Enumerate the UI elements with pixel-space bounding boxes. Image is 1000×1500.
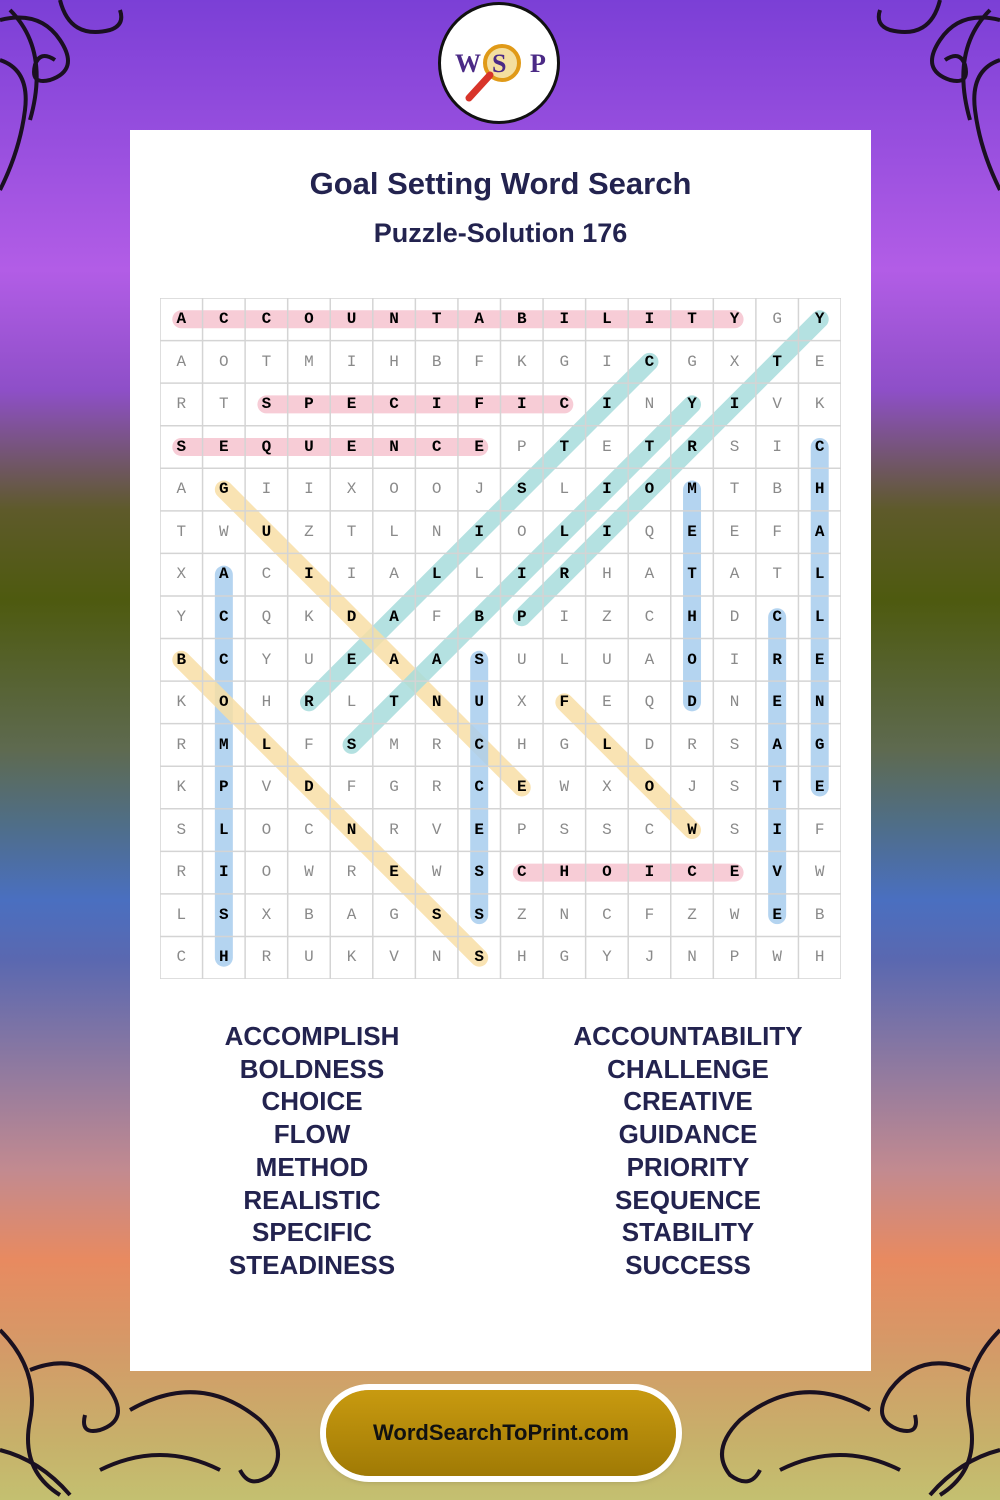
grid-cell: U (304, 948, 314, 967)
grid-cell: C (304, 820, 314, 839)
grid-cell: C (644, 820, 655, 839)
grid-cell: N (431, 522, 442, 541)
grid-cell: U (304, 650, 314, 669)
grid-cell: E (602, 437, 612, 456)
grid-cell: Y (261, 650, 272, 669)
grid-cell: K (814, 395, 825, 414)
grid-cell: A (431, 650, 442, 669)
grid-cell: F (346, 778, 357, 797)
grid-cell: K (176, 778, 187, 797)
grid-cell: Y (814, 310, 825, 328)
grid-cell: X (346, 480, 357, 499)
grid-cell: G (389, 778, 399, 797)
grid-cell: B (176, 650, 187, 669)
grid-cell: W (219, 522, 229, 541)
grid-cell: C (516, 863, 527, 882)
word-list-item: METHOD (255, 1151, 369, 1182)
grid-cell: A (346, 905, 357, 924)
grid-cell: D (346, 607, 357, 626)
grid-cell: E (346, 650, 357, 669)
grid-cell: L (559, 480, 570, 499)
grid-cell: D (304, 778, 314, 797)
grid-cell: Y (176, 607, 187, 626)
logo-letter-p: P (530, 49, 546, 78)
grid-cell: W (814, 863, 825, 882)
site-link-button[interactable]: WordSearchToPrint.com (326, 1390, 676, 1476)
word-list-item: BOLDNESS (239, 1053, 385, 1084)
grid-cell: L (431, 565, 442, 584)
grid-cell: T (261, 352, 272, 371)
grid-cell: V (431, 820, 442, 839)
grid-cell: I (729, 650, 740, 669)
grid-cell: A (772, 735, 782, 754)
grid-cell: I (516, 565, 527, 584)
grid-cell: N (431, 948, 442, 967)
grid-cell: L (346, 693, 357, 712)
grid-cell: E (729, 863, 740, 882)
grid-cell: U (602, 650, 612, 669)
grid-cell: O (644, 480, 655, 499)
grid-cell: R (346, 863, 357, 882)
grid-cell: H (687, 607, 697, 626)
grid-cell: I (346, 565, 357, 584)
grid-cell: K (304, 607, 314, 626)
grid-cell: G (559, 948, 570, 967)
grid-cell: F (644, 905, 655, 924)
logo-letter-s: S (492, 49, 507, 78)
grid-cell: I (261, 480, 272, 499)
grid-cell: U (516, 650, 527, 669)
grid-cell: K (516, 352, 527, 371)
grid-cell: E (687, 522, 697, 541)
grid-cell: L (602, 310, 612, 328)
wsp-logo (438, 2, 560, 124)
grid-cell: Y (687, 395, 697, 414)
grid-cell: F (772, 522, 782, 541)
grid-cell: G (772, 310, 782, 328)
grid-cell: P (516, 820, 527, 839)
grid-cell: W (687, 820, 697, 839)
grid-cell: I (219, 863, 229, 882)
word-search-grid (160, 298, 841, 979)
grid-cell: P (516, 607, 527, 626)
grid-cell: A (644, 565, 655, 584)
grid-cell: T (431, 310, 442, 328)
word-list-item: SEQUENCE (615, 1184, 761, 1215)
grid-cell: T (772, 565, 782, 584)
grid-cell: S (346, 735, 357, 754)
grid-cell: N (389, 437, 399, 456)
grid-cell: P (304, 395, 314, 414)
grid-cell: H (814, 480, 825, 499)
grid-cell: I (559, 310, 570, 328)
grid-cell: L (559, 522, 570, 541)
grid-cell: L (474, 565, 484, 584)
grid-cell: F (814, 820, 825, 839)
grid-cell: C (559, 395, 570, 414)
grid-cell: N (389, 310, 399, 328)
grid-cell: H (219, 948, 229, 967)
grid-cell: N (814, 693, 825, 712)
grid-cell: J (687, 778, 697, 797)
grid-cell: T (559, 437, 570, 456)
grid-cell: R (772, 650, 782, 669)
grid-cell: C (261, 310, 272, 328)
grid-cell: E (346, 395, 357, 414)
grid-cell: G (814, 735, 825, 754)
grid-cell: N (559, 905, 570, 924)
word-list-item: STABILITY (621, 1217, 755, 1248)
grid-cell: H (602, 565, 612, 584)
grid-cell: A (644, 650, 655, 669)
grid-cell: S (176, 437, 187, 456)
grid-cell: B (474, 607, 484, 626)
word-list-item: CREATIVE (623, 1086, 753, 1117)
grid-cell: S (219, 905, 229, 924)
grid-cell: G (559, 352, 570, 371)
grid-cell: I (559, 607, 570, 626)
grid-cell: D (729, 607, 740, 626)
grid-cell: I (602, 522, 612, 541)
grid-cell: A (389, 650, 399, 669)
grid-cell: H (559, 863, 570, 882)
grid-cell: W (772, 948, 782, 967)
grid-cell: S (729, 437, 740, 456)
grid-cell: E (516, 778, 527, 797)
grid-cell: I (772, 437, 782, 456)
grid-cell: L (559, 650, 570, 669)
grid-cell: C (219, 607, 229, 626)
grid-cell: O (261, 863, 272, 882)
grid-cell: N (346, 820, 357, 839)
grid-cell: K (346, 948, 357, 967)
grid-cell: R (559, 565, 570, 584)
grid-cell: A (176, 352, 187, 371)
grid-cell: L (219, 820, 229, 839)
grid-cell: U (304, 437, 314, 456)
word-list-item: CHALLENGE (607, 1053, 769, 1084)
grid-cell: I (474, 522, 484, 541)
grid-cell: M (389, 735, 399, 754)
grid-cell: R (431, 735, 442, 754)
grid-cell: S (729, 778, 740, 797)
word-list-item: SUCCESS (625, 1249, 751, 1280)
grid-cell: C (219, 310, 229, 328)
grid-cell: C (644, 607, 655, 626)
grid-cell: A (389, 565, 399, 584)
grid-cell: O (389, 480, 399, 499)
grid-cell: O (687, 650, 697, 669)
word-list-item: ACCOUNTABILITY (573, 1021, 803, 1051)
grid-cell: H (516, 948, 527, 967)
word-list-item: ACCOMPLISH (224, 1021, 400, 1051)
grid-cell: S (729, 820, 740, 839)
word-list-item: PRIORITY (626, 1151, 750, 1182)
grid-cell: F (304, 735, 314, 754)
word-list-item: GUIDANCE (618, 1119, 758, 1150)
grid-cell: E (814, 778, 825, 797)
grid-cell: E (729, 522, 740, 541)
grid-cell: S (261, 395, 272, 414)
grid-cell: J (474, 480, 484, 499)
word-list-item: FLOW (273, 1119, 351, 1150)
grid-cell: T (219, 395, 229, 414)
grid-cell: B (304, 905, 314, 924)
grid-cell: Q (644, 693, 655, 712)
grid-cell: E (814, 352, 825, 371)
grid-cell: A (176, 480, 187, 499)
logo-letter-w: W (455, 49, 481, 78)
grid-cell: N (431, 693, 442, 712)
grid-cell: C (687, 863, 697, 882)
grid-cell: Y (729, 310, 740, 328)
grid-cell: C (389, 395, 399, 414)
grid-cell: E (346, 437, 357, 456)
grid-cell: C (474, 778, 484, 797)
grid-cell: T (772, 778, 782, 797)
grid-cell: I (431, 395, 442, 414)
grid-cell: V (772, 863, 782, 882)
grid-cell: A (389, 607, 399, 626)
grid-cell: P (516, 437, 527, 456)
grid-cell: Z (516, 905, 527, 924)
grid-cell: E (772, 905, 782, 924)
grid-cell: V (772, 395, 782, 414)
grid-cell: Q (261, 607, 272, 626)
grid-cell: R (687, 735, 697, 754)
grid-cell: X (261, 905, 272, 924)
grid-cell: I (516, 395, 527, 414)
grid-cell: C (644, 352, 655, 371)
grid-cell: S (431, 905, 442, 924)
grid-cell: O (219, 352, 229, 371)
grid-cell: L (389, 522, 399, 541)
grid-cell: S (474, 905, 484, 924)
grid-cell: G (687, 352, 697, 371)
grid-cell: I (602, 480, 612, 499)
grid-cell: T (687, 310, 697, 328)
grid-cell: A (814, 522, 825, 541)
grid-cell: M (304, 352, 314, 371)
grid-cell: O (219, 693, 229, 712)
grid-cell: V (261, 778, 272, 797)
grid-cell: Z (602, 607, 612, 626)
grid-cell: R (304, 693, 314, 712)
grid-cell: I (729, 395, 740, 414)
grid-cell: I (602, 395, 612, 414)
grid-cell: W (431, 863, 442, 882)
grid-cell: Z (304, 522, 314, 541)
grid-cell: H (261, 693, 272, 712)
grid-cell: O (644, 778, 655, 797)
grid-cell: T (772, 352, 782, 371)
grid-cell: C (176, 948, 187, 967)
grid-cell: F (474, 395, 484, 414)
grid-cell: H (516, 735, 527, 754)
grid-cell: N (644, 395, 655, 414)
grid-cell: G (559, 735, 570, 754)
grid-cell: F (474, 352, 484, 371)
grid-cell: O (602, 863, 612, 882)
grid-cell: N (729, 693, 740, 712)
grid-cell: T (687, 565, 697, 584)
grid-cell: L (261, 735, 272, 754)
grid-cell: G (219, 480, 229, 499)
grid-cell: J (644, 948, 655, 967)
grid-cell: C (219, 650, 229, 669)
grid-cell: X (729, 352, 740, 371)
grid-cell: R (176, 395, 187, 414)
grid-cell: K (176, 693, 187, 712)
grid-cell: S (474, 948, 484, 967)
grid-cell: E (772, 693, 782, 712)
grid-cell: R (176, 863, 187, 882)
grid-cell: L (602, 735, 612, 754)
grid-cell: I (346, 352, 357, 371)
grid-cell: E (814, 650, 825, 669)
grid-cell: O (431, 480, 442, 499)
grid-cell: C (474, 735, 484, 754)
grid-cell: Z (687, 905, 697, 924)
grid-cell: I (644, 310, 655, 328)
grid-cell: M (687, 480, 697, 499)
grid-cell: I (644, 863, 655, 882)
grid-cell: E (602, 693, 612, 712)
corner-ornament-top-left (0, 0, 130, 200)
grid-cell: B (431, 352, 442, 371)
grid-cell: R (176, 735, 187, 754)
grid-cell: D (687, 693, 697, 712)
grid-cell: T (729, 480, 740, 499)
grid-cell: S (474, 863, 484, 882)
grid-cell: V (389, 948, 399, 967)
grid-cell: Q (644, 522, 655, 541)
word-list-right (500, 1020, 876, 1282)
grid-cell: W (304, 863, 314, 882)
grid-cell: X (176, 565, 187, 584)
grid-cell: R (687, 437, 697, 456)
page-subtitle: Puzzle-Solution 176 (373, 218, 628, 248)
word-list-left (130, 1020, 494, 1282)
grid-cell: C (772, 607, 782, 626)
grid-cell: N (687, 948, 697, 967)
grid-cells (160, 298, 841, 979)
grid-cell: C (602, 905, 612, 924)
grid-cell: F (559, 693, 570, 712)
grid-cell: S (516, 480, 527, 499)
grid-cell: A (176, 310, 187, 328)
grid-cell: C (261, 565, 272, 584)
grid-cell: E (474, 437, 484, 456)
grid-cell: I (304, 565, 314, 584)
grid-cell: P (729, 948, 740, 967)
grid-cell: R (431, 778, 442, 797)
grid-cell: M (219, 735, 229, 754)
grid-cell: E (219, 437, 229, 456)
grid-cell: F (431, 607, 442, 626)
grid-cell: L (814, 607, 825, 626)
grid-cell: S (176, 820, 187, 839)
grid-cell: U (474, 693, 484, 712)
grid-cell: C (814, 437, 825, 456)
grid-cell: O (261, 820, 272, 839)
grid-cell: W (729, 905, 740, 924)
grid-cell: B (772, 480, 782, 499)
word-list-item: CHOICE (261, 1086, 363, 1117)
grid-cell: E (389, 863, 399, 882)
grid-cell: B (516, 310, 527, 328)
grid-cell: I (772, 820, 782, 839)
grid-cell: A (474, 310, 484, 328)
grid-cell: S (559, 820, 570, 839)
grid-cell: T (176, 522, 187, 541)
grid-cell: G (389, 905, 399, 924)
grid-cell: S (474, 650, 484, 669)
grid-cell: Y (602, 948, 612, 967)
grid-cell: E (474, 820, 484, 839)
grid-cell: R (389, 820, 399, 839)
grid-cell: T (644, 437, 655, 456)
grid-cell: L (176, 905, 187, 924)
grid-cell: D (644, 735, 655, 754)
grid-cell: T (389, 693, 399, 712)
grid-cell: I (602, 352, 612, 371)
grid-cell: X (602, 778, 612, 797)
grid-cell: P (219, 778, 229, 797)
grid-cell: I (304, 480, 314, 499)
grid-cell: Q (261, 437, 272, 456)
puzzle-card (130, 130, 871, 1371)
grid-cell: X (516, 693, 527, 712)
grid-cell: S (602, 820, 612, 839)
word-list-item: SPECIFIC (252, 1217, 372, 1248)
grid-cell: A (219, 565, 229, 584)
grid-cell: U (261, 522, 272, 541)
grid-cell: H (814, 948, 825, 967)
grid-cell: U (346, 310, 357, 328)
grid-cell: T (346, 522, 357, 541)
grid-cell: O (516, 522, 527, 541)
grid-cell: A (729, 565, 740, 584)
page-title: Goal Setting Word Search (309, 166, 692, 201)
word-list-item: REALISTIC (243, 1184, 381, 1215)
grid-cell: H (389, 352, 399, 371)
grid-cell: S (729, 735, 740, 754)
grid-cell: R (261, 948, 272, 967)
grid-cell: O (304, 310, 314, 328)
word-list-item: STEADINESS (228, 1249, 396, 1280)
grid-cell: B (814, 905, 825, 924)
grid-cell: L (814, 565, 825, 584)
grid-cell: W (559, 778, 570, 797)
grid-cell: C (431, 437, 442, 456)
